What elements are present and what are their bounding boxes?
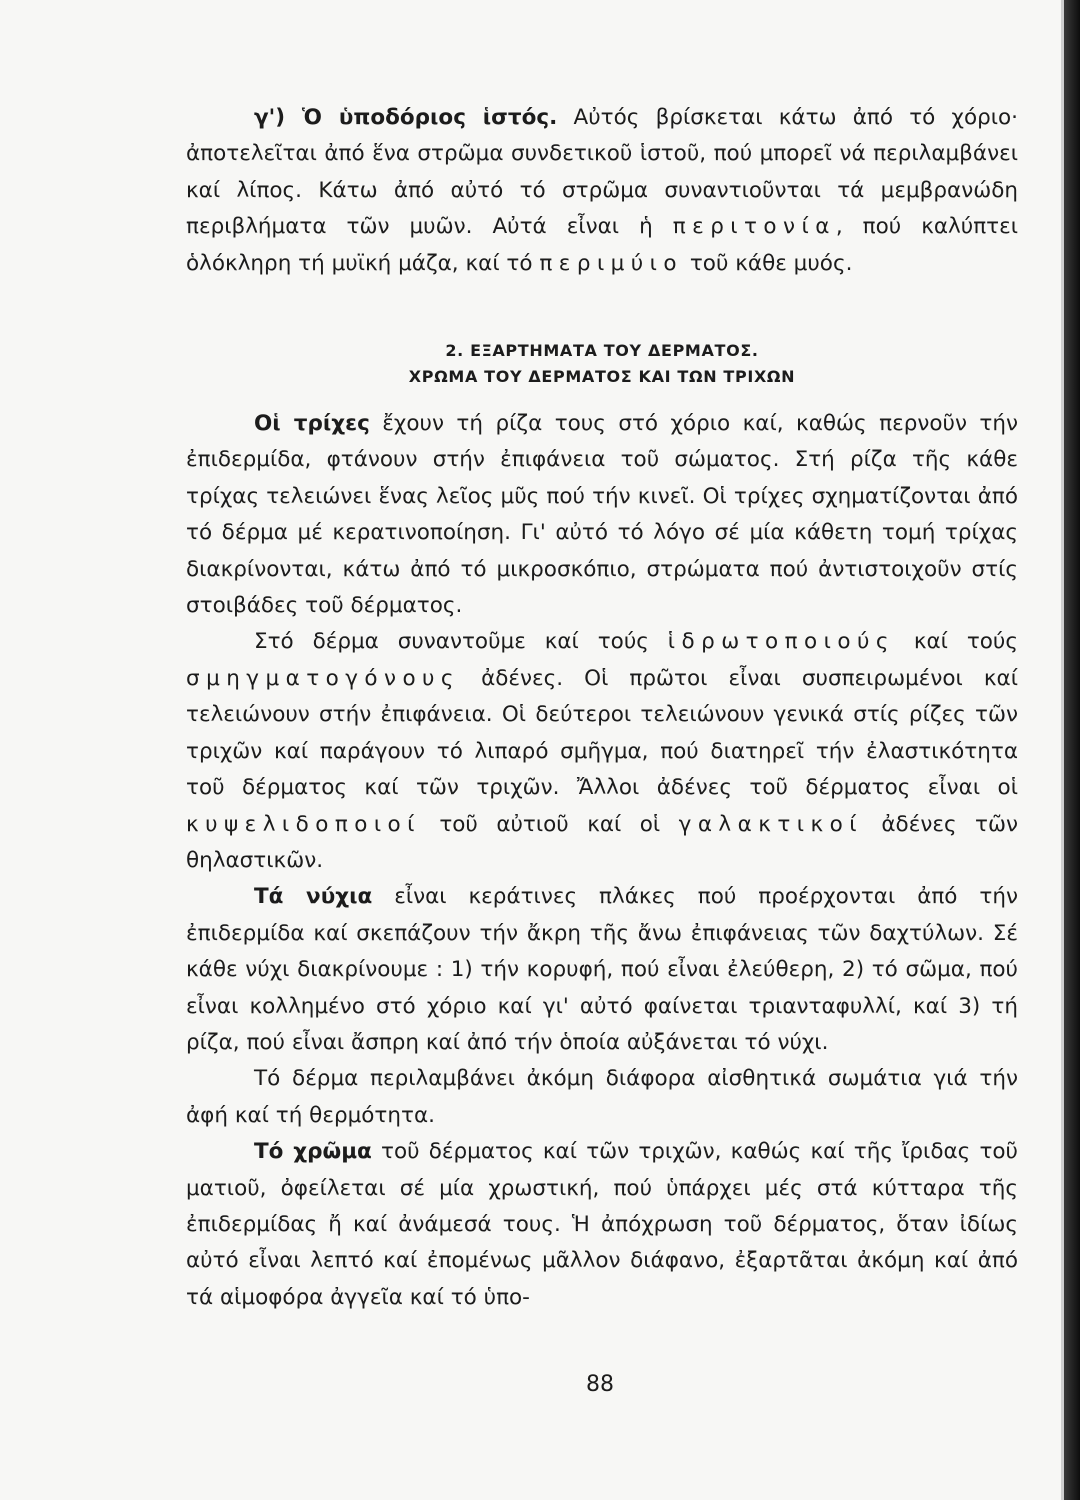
spaced-term-sebaceous: σμηγματογόνους bbox=[186, 665, 461, 691]
paragraph-lead-term: Τά νύχια bbox=[254, 884, 373, 910]
paragraph-hairs bbox=[186, 406, 1018, 624]
paragraph-color bbox=[186, 1134, 1018, 1316]
spaced-term-perimyio: περιμύιο bbox=[539, 250, 684, 276]
paragraph-sensory bbox=[186, 1061, 1018, 1134]
page-number: 88 bbox=[586, 1372, 614, 1397]
paragraph-text: τοῦ αὐτιοῦ καί οἱ bbox=[420, 811, 679, 837]
paragraph-lead-term: γ') Ὁ ὑποδόριος ἱστός. bbox=[254, 105, 558, 130]
paragraph-text: τοῦ κάθε μυός. bbox=[683, 250, 853, 276]
paragraph-text: ἔχουν τή ρίζα τους στό χόριο καί, καθώς περνοῦν τήν ἐπιδερμίδα, φτάνουν στήν ἐπιφάνεια τοῦ σώματος. Στή ρίζα τῆς κάθε τρίχας τελειώνει ἕνας λεῖος μῦς πού τήν κινεῖ. Οἱ τρίχες σχηματίζονται ἀπό τό δέρμα μέ κερατινοποίηση. Γι' αὐτό τό λόγο σέ μία κάθετη τομή τρίχας διακρίνονται, κάτω ἀπό τό μικροσκόπιο, στρώματα πού ἀντιστοιχοῦν στίς στοιβάδες τοῦ δέρματος. bbox=[186, 411, 1018, 619]
paragraph-text: τοῦ δέρματος καί τῶν τριχῶν, καθώς καί τῆς ἴριδας τοῦ ματιοῦ, ὀφείλεται σέ μία χρωστική, πού ὑπάρχει μές στά κύτταρα τῆς ἐπιδερμίδας ἤ καί ἀνάμεσά τους. Ἡ ἀπόχρωση τοῦ δέρματος, ὅταν ἰδίως αὐτό εἶναι λεπτό καί ἐπομένως μᾶλλον διάφανο, ἐξαρτᾶται ἀκόμη καί ἀπό τά αἱμοφόρα ἀγγεῖα καί τό ὑπο- bbox=[186, 1139, 1018, 1310]
section-heading-line-1: 2. ΕΞΑΡΤΗΜΑΤΑ ΤΟΥ ΔΕΡΜΑΤΟΣ. bbox=[445, 341, 759, 361]
paragraph-text: Αὐτός βρίσκεται κάτω ἀπό τό χόριο· ἀποτελεῖται ἀπό ἕνα στρῶμα συνδετικοῦ ἱστοῦ, πού μπορεῖ νά περιλαμβάνει καί λίπος. Κάτω ἀπό αὐτό τό στρῶμα συναντιοῦνται τά μεμβρανώδη περιβλήματα τῶν μυῶν. Αὐτά εἶναι ἡ bbox=[186, 105, 1019, 240]
page-content bbox=[186, 100, 1018, 1316]
paragraph-subcutaneous-tissue bbox=[186, 100, 1018, 282]
paragraph-text: καί τούς bbox=[894, 629, 1018, 655]
page-edge-shadow bbox=[1064, 0, 1080, 1500]
paragraph-text: εἶναι κεράτινες πλάκες πού προέρχονται ἀπό τήν ἐπιδερμίδα καί σκεπάζουν τήν ἄκρη τῆς ἄνω ἐπιφάνειας τῶν δαχτύλων. Σέ κάθε νύχι διακρίνουμε : 1) τήν κορυφή, πού εἶναι ἐλεύθερη, 2) τό σῶμα, πού εἶναι κολλημένο στό χόριο καί γι' αὐτό φαίνεται τριανταφυλλί, καί 3) τή ρίζα, πού εἶναι ἄσπρη καί ἀπό τήν ὁποία αὐξάνεται τό νύχι. bbox=[186, 884, 1018, 1055]
paragraph-glands bbox=[186, 624, 1018, 879]
paragraph-nails bbox=[186, 879, 1018, 1061]
paragraph-text: Στό δέρμα συναντοῦμε καί τούς bbox=[254, 629, 668, 655]
section-heading-line-2: ΧΡΩΜΑ ΤΟΥ ΔΕΡΜΑΤΟΣ ΚΑΙ ΤΩΝ ΤΡΙΧΩΝ bbox=[408, 367, 796, 387]
spaced-term-peritonia: περιτονία bbox=[672, 214, 836, 240]
paragraph-text: ἀδένες τῶν θηλαστικῶν. bbox=[186, 811, 1018, 873]
spaced-term-ceruminous: κυψελιδοποιοί bbox=[186, 811, 421, 837]
paragraph-text: , πού καλύπτει ὁλόκληρη τή μυϊκή μάζα, καί τό bbox=[186, 214, 1019, 276]
paragraph-text: ἀδένες. Οἱ πρῶτοι εἶναι συσπειρωμένοι καί τελειώνουν στήν ἐπιφάνεια. Οἱ δεύτεροι τελειώνουν γενικά στίς ρίζες τῶν τριχῶν καί παράγουν τό λιπαρό σμῆγμα, πού διατηρεῖ τήν ἐλαστικότητα τοῦ δέρματος καί τῶν τριχῶν. Ἄλλοι ἀδένες τοῦ δέρματος εἶναι οἱ bbox=[186, 665, 1018, 801]
spaced-term-mammary: γαλακτικοί bbox=[678, 811, 863, 837]
paragraph-lead-term: Τό χρῶμα bbox=[254, 1139, 372, 1165]
spaced-term-sweat-glands: ἱδρωτοποιούς bbox=[667, 629, 895, 655]
paragraph-text: Τό δέρμα περιλαμβάνει ἀκόμη διάφορα αἰσθητικά σωμάτια γιά τήν ἀφή καί τή θερμότητα. bbox=[186, 1066, 1018, 1128]
paragraph-lead-term: Οἱ τρίχες bbox=[254, 411, 370, 437]
